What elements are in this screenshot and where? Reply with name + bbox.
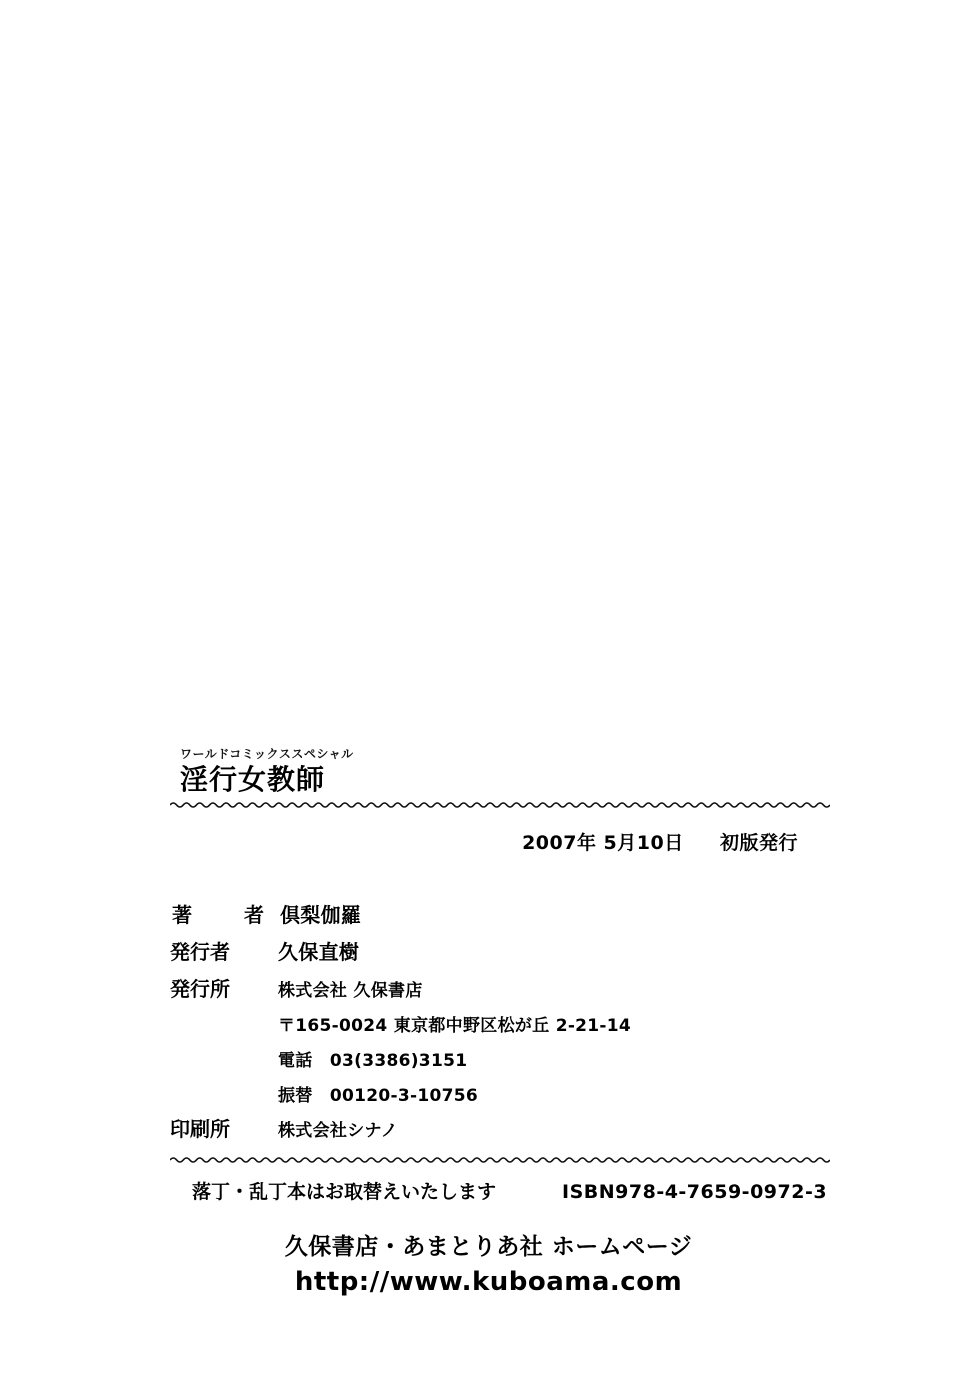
wavy-divider-bottom <box>170 1155 830 1165</box>
credit-value: 株式会社シナノ <box>278 1121 398 1142</box>
homepage-url[interactable]: http://www.kuboama.com <box>294 1267 683 1297</box>
credit-row <box>170 1043 830 1072</box>
homepage-name: 久保書店・あまとりあ社 ホームページ <box>284 1234 693 1260</box>
wavy-divider-top <box>170 800 830 810</box>
credit-row <box>170 1113 830 1142</box>
credit-row <box>170 1008 830 1037</box>
credit-value: 振替 00120-3-10756 <box>278 1086 479 1107</box>
credit-value: 久保直樹 <box>278 940 360 965</box>
credit-row <box>170 1078 830 1107</box>
publication-date-row <box>170 828 830 855</box>
credit-row <box>170 936 830 965</box>
defect-notice: 落丁・乱丁本はお取替えいたします <box>192 1181 497 1203</box>
credit-value: 電話 03(3386)3151 <box>278 1051 468 1072</box>
credit-label: 印刷所 <box>170 1117 230 1142</box>
credit-label: 発行所 <box>170 977 230 1002</box>
credit-value: 倶梨伽羅 <box>280 903 362 928</box>
publication-date: 2007年 5月10日 <box>522 832 684 855</box>
edition-label: 初版発行 <box>719 832 798 855</box>
credits-list <box>170 899 830 1142</box>
series-label: ワールドコミックススペシャル <box>180 747 354 761</box>
footer-block <box>170 1155 830 1204</box>
credit-label: 発行者 <box>170 940 230 965</box>
book-title: 淫行女教師 <box>180 763 326 796</box>
isbn-number: ISBN978-4-7659-0972-3 <box>562 1181 828 1203</box>
credit-value: 〒165-0024 東京都中野区松が丘 2-21-14 <box>278 1016 632 1037</box>
credit-row <box>170 973 830 1002</box>
credit-row <box>170 899 830 928</box>
homepage-block <box>0 1228 977 1297</box>
colophon-block <box>170 745 830 1150</box>
credit-value: 株式会社 久保書店 <box>278 981 423 1002</box>
footer-notice-row <box>170 1177 830 1204</box>
credit-label: 著 者 <box>172 903 280 928</box>
